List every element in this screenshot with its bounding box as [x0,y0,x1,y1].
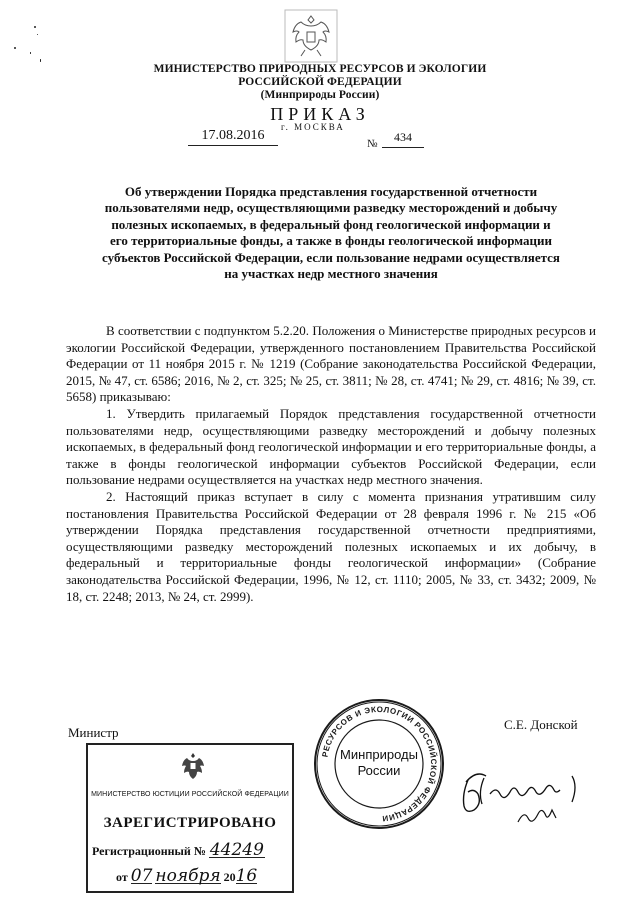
seal-center-line-2: России [357,763,401,778]
title-line: субъектов Российской Федерации, если пользование недрами осуществляется [102,249,560,265]
order-title [66,184,596,282]
title-line: его территориальные фонды, а также в фонды геологической информации [110,233,552,249]
order-city: г. МОСКВА [281,122,345,132]
paragraph-item-2: 2. Настоящий приказ вступает в силу с момента признания утратившим силу постановления Правительства Российской Федерации от 28 февраля 1996 г. № 215 «Об утверждении Порядка представления государственной отчетности предприятиями, осуществляющими разведку месторождений полезных ископаемых и их добычу, в федеральный и территориальные фонды геологической информации» (Собрание законодательства Российской Федерации, 1996, № 12, ст. 1110; 2005, № 33, ст. 3432; 2009, № 18, ст. 2248; 2013, № 24, ст. 2999). [66,488,596,604]
seal-ring-text: РЕСУРСОВ И ЭКОЛОГИИ РОССИЙСКОЙ ФЕДЕРАЦИИ [320,704,439,823]
registration-stamp [86,743,294,893]
eagle-emblem-icon [178,751,208,781]
order-body [66,323,596,605]
signer-name: С.Е. Донской [504,717,578,732]
reg-number-label: Регистрационный № [92,844,206,858]
ministry-name-line-2: РОССИЙСКОЙ ФЕДЕРАЦИИ [238,76,402,88]
reg-number-line [92,840,265,860]
reg-ministry-name: МИНИСТЕРСТВО ЮСТИЦИИ РОССИЙСКОЙ ФЕДЕРАЦИИ [91,791,289,798]
reg-title: ЗАРЕГИСТРИРОВАНО [103,815,277,831]
reg-date-year-suffix: 16 [235,866,258,886]
handwritten-signature-icon [454,760,594,830]
reg-date-year-prefix: 20 [223,870,236,884]
reg-date-line [116,866,258,886]
title-line: пользователями недр, осуществляющими разведку месторождений и добычу [104,200,558,216]
signer-position: Министр [68,725,119,740]
paragraph-item-1: 1. Утвердить прилагаемый Порядок представления государственной отчетности пользователями недр, осуществляющими разведку месторождений и добычу полезных ископаемых, в федеральный фонд геологической информации и его территориальные фонды, а также в фонды геологической информации субъектов Российской Федерации, если пользование недрами осуществляется на участках недр местного значения. [66,405,596,488]
reg-date-month: ноября [155,866,221,886]
official-seal [311,696,447,832]
order-number-label: № [367,138,378,150]
reg-date-prefix: от [116,870,128,884]
title-line: полезных ископаемых, в федеральный фонд геологической информации и [111,216,551,232]
title-line: на участках недр местного значения [224,266,438,282]
title-line: Об утверждении Порядка представления государственной отчетности [124,184,538,199]
coat-of-arms-icon [283,8,339,64]
paragraph-preamble: В соответствии с подпунктом 5.2.20. Положения о Министерстве природных ресурсов и экологии Российской Федерации, утвержденного постановлением Правительства Российской Федерации от 11 ноября 2015 г. № 1219 (Собрание законодательства Российской Федерации, 2015, № 47, ст. 6586; 2016, № 2, ст. 325; № 25, ст. 3811; № 28, ст. 4741; № 29, ст. 4816; № 39, ст. 5658) приказываю: [66,323,596,405]
reg-number: 44249 [209,840,264,860]
doc-type: ПРИКАЗ [270,104,370,124]
reg-date-day: 07 [130,866,153,886]
seal-center-line-1: Минприроды [340,747,418,762]
order-date: 17.08.2016 [188,128,278,146]
ministry-name-line-3: (Минприроды России) [260,89,380,101]
ministry-name-line-1: МИНИСТЕРСТВО ПРИРОДНЫХ РЕСУРСОВ И ЭКОЛОГИИ [153,63,487,75]
order-number: 434 [382,130,424,148]
